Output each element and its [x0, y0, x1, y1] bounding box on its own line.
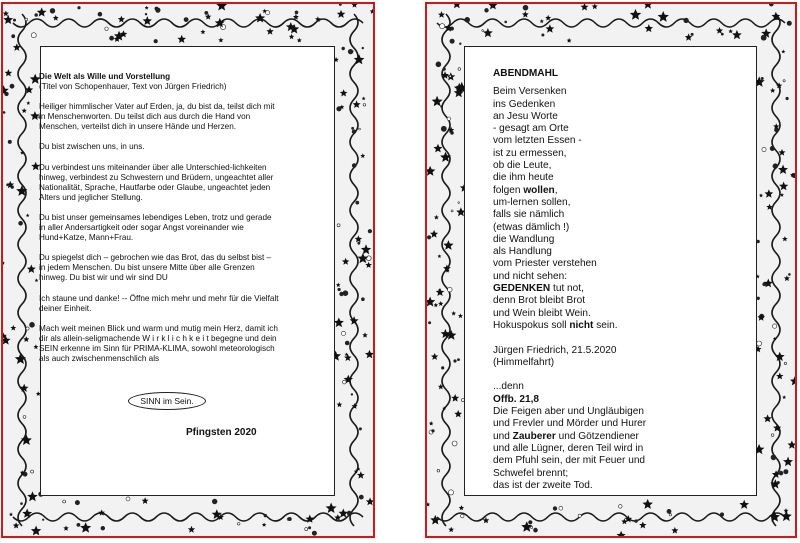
verse-line: dem Pfuhl sein, der mit Feuer und: [493, 455, 646, 467]
poem-line: ins Gedenken: [493, 98, 556, 110]
punctuation: ,: [554, 184, 558, 196]
poem-line-rest: sein.: [593, 319, 618, 331]
poem-line: an Jesu Worte: [493, 110, 558, 122]
poem-line: und nicht sehen:: [493, 270, 568, 282]
poem-line: als Handlung: [493, 246, 552, 258]
prayer-paragraph: Mach weit meinen Blick und warm und mutig mein Herz, damit ich dir als allein-seligmachende W i r k l i c h k e i t begegne und dein SEIN erkenne im Sinn für PRIMA-KLIMA, sowohl meteorologisch als auch zwischenmenschlich als: [39, 323, 278, 363]
poem-line: Beim Versenken: [493, 86, 567, 98]
poem-line: vom Priester verstehen: [493, 258, 597, 270]
poem-line: denn Brot bleibt Brot: [493, 295, 586, 307]
verse-line: [493, 431, 723, 443]
poem-line: ob die Leute,: [493, 160, 552, 172]
prayer-title: Die Welt als Wille und Vorstellung: [39, 72, 171, 81]
verse-line: und alle Lügner, deren Teil wird in: [493, 442, 644, 454]
poem-line: (etwas dämlich !): [493, 221, 570, 233]
bible-reference: Offb. 21,8: [493, 393, 539, 405]
poem-line: und Wein bleibt Wein.: [493, 307, 591, 319]
denn-line: ...denn: [493, 381, 524, 393]
prayer-paragraph: Du spiegelst dich – gebrochen wie das Brot, das du selbst bist – in jedem Menschen. Du bist unsere Mitte über alle Grenzen hinweg. Du bist wir und wir sind DU: [39, 253, 272, 283]
poem-line: um-lernen sollen,: [493, 196, 571, 208]
poem-line-start: folgen: [493, 184, 524, 196]
prayer-paragraph: Du bist unser gemeinsames lebendiges Leben, trotz und gerade in aller Andersartigkeit oder sogar Angst voreinander wie Hund+Katze, Mann+Frau.: [39, 212, 272, 243]
verse-line: und Frevler und Mörder und Hurer: [493, 418, 647, 430]
poem-line: [493, 185, 723, 197]
poem-line: ist zu ermessen,: [493, 147, 567, 159]
poem-title: ABENDMAHL: [493, 68, 559, 79]
poem-line: [493, 283, 723, 295]
verse-line-rest: und Götzendiener: [555, 430, 639, 442]
right-page: [425, 2, 797, 538]
occasion: (Himmelfahrt): [493, 356, 555, 368]
poem-line: die Wandlung: [493, 233, 555, 245]
prayer-text: [39, 72, 279, 374]
poem-line: [493, 320, 723, 332]
prayer-paragraph: Du bist zwischen uns, in uns.: [39, 142, 145, 152]
poem-line-start: Hokuspokus soll: [493, 319, 570, 331]
bold-word: nicht: [569, 319, 594, 331]
poem-line: die ihm heute: [493, 172, 554, 184]
verse-line-start: und: [493, 430, 513, 442]
verse-line: Schwefel brennt;: [493, 467, 569, 479]
bold-word: GEDENKEN: [493, 283, 551, 295]
signature: Jürgen Friedrich, 21.5.2020: [493, 344, 617, 356]
prayer-paragraph: Du verbindest uns miteinander über alle Unterschied-lichkeiten hinweg, verbindest zu Schwestern und Brüdern, ungeachtet aller Nationalität, Sprache, Hautfarbe oder Glaube, ungeachtet jeden Alters und jeglicher Stellung.: [39, 162, 274, 202]
poem-line: falls sie nämlich: [493, 209, 565, 221]
poem-line-rest: tut not,: [550, 283, 584, 295]
verse-line: das ist der zweite Tod.: [493, 479, 593, 491]
poem-line: vom letzten Essen -: [493, 135, 582, 147]
sinn-badge: SINN im Sein.: [128, 392, 206, 410]
left-page: [1, 2, 375, 538]
bold-word: wollen: [523, 184, 555, 196]
prayer-paragraph: Heiliger himmlischer Vater auf Erden, ja, du bist da, teilst dich mit in Menschenworten. Du teilst dich aus durch die Hand von Menschen, verteilst dich in unsere Hände und Herzen.: [39, 102, 275, 132]
footer-date: Pfingsten 2020: [186, 427, 257, 438]
bold-word: Zauberer: [512, 430, 556, 442]
verse-line: Die Feigen aber und Ungläubigen: [493, 406, 644, 418]
poem-line: - gesagt am Orte: [493, 123, 569, 135]
prayer-subtitle: (Titel von Schopenhauer, Text von Jürgen Friedrich): [39, 82, 227, 92]
prayer-paragraph: Ich staune und danke! -- Öffne mich mehr und mehr für die Vielfalt deiner Einheit.: [39, 293, 279, 313]
poem-text: [493, 68, 723, 492]
